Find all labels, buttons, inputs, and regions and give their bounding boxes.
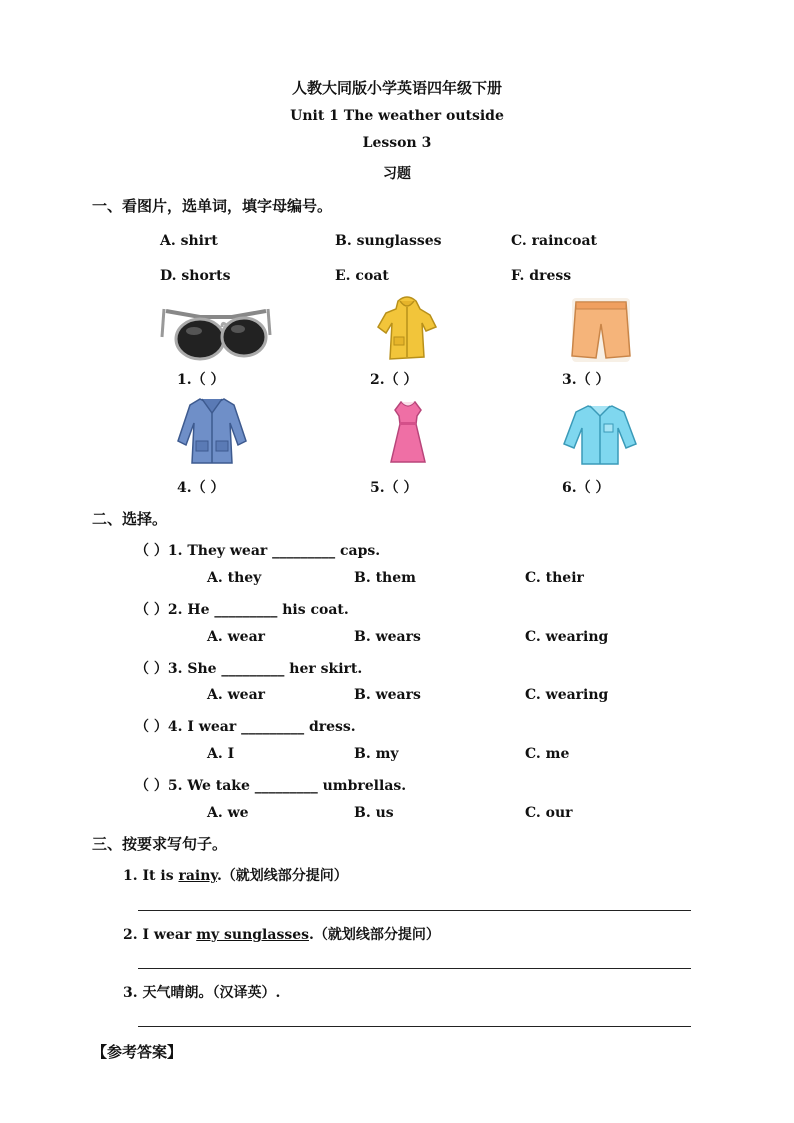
q4-option-a: A. I bbox=[207, 746, 235, 762]
raincoat-picture bbox=[376, 293, 438, 365]
q5-stem[interactable]: （ ）5. We take _________ umbrellas. bbox=[135, 778, 407, 794]
option-f: F. dress bbox=[511, 268, 572, 284]
option-b: B. sunglasses bbox=[335, 233, 442, 249]
q1-option-a: A. they bbox=[207, 570, 262, 586]
q1-stem[interactable]: （ ）1. They wear _________ caps. bbox=[135, 543, 381, 559]
answer-line-2[interactable] bbox=[138, 968, 691, 969]
q5-option-c: C. our bbox=[525, 805, 573, 821]
q5-option-b: B. us bbox=[354, 805, 394, 821]
answer-key-label: 【参考答案】 bbox=[92, 1043, 183, 1061]
q3-option-a: A. wear bbox=[207, 687, 266, 703]
rewrite-q2-suffix: .（就划线部分提问） bbox=[309, 927, 440, 943]
q4-stem[interactable]: （ ）4. I wear _________ dress. bbox=[135, 719, 356, 735]
rewrite-q1-suffix: .（就划线部分提问） bbox=[216, 868, 348, 884]
coat-picture bbox=[172, 395, 252, 467]
q2-option-a: A. wear bbox=[207, 629, 266, 645]
shirt-picture bbox=[562, 402, 638, 466]
item-3-blank[interactable]: 3.（ ） bbox=[562, 372, 610, 388]
rewrite-q2-prefix: 2. I wear bbox=[123, 927, 197, 943]
lesson-title: Lesson 3 bbox=[362, 135, 432, 151]
option-e: E. coat bbox=[335, 268, 389, 284]
rewrite-q2 bbox=[123, 924, 440, 944]
rewrite-q1-prefix: 1. It is bbox=[123, 868, 179, 884]
q1-option-c: C. their bbox=[525, 570, 584, 586]
q3-option-b: B. wears bbox=[354, 687, 421, 703]
answer-line-3[interactable] bbox=[138, 1026, 691, 1027]
unit-title: Unit 1 The weather outside bbox=[290, 108, 504, 124]
q5-option-a: A. we bbox=[207, 805, 249, 821]
rewrite-q1-underlined: rainy bbox=[178, 868, 217, 884]
rewrite-q1 bbox=[123, 865, 348, 885]
option-d: D. shorts bbox=[160, 268, 231, 284]
q2-stem[interactable]: （ ）2. He _________ his coat. bbox=[135, 602, 349, 618]
q3-option-c: C. wearing bbox=[525, 687, 609, 703]
shorts-picture bbox=[568, 296, 634, 364]
q4-option-b: B. my bbox=[354, 746, 399, 762]
section3-heading: 三、按要求写句子。 bbox=[92, 835, 228, 853]
rewrite-q3: 3. 天气晴朗。（汉译英）. bbox=[123, 985, 281, 1001]
option-a: A. shirt bbox=[160, 233, 218, 249]
answer-line-1[interactable] bbox=[138, 910, 691, 911]
q4-option-c: C. me bbox=[525, 746, 570, 762]
q2-option-b: B. wears bbox=[354, 629, 421, 645]
rewrite-q2-underlined: my sunglasses bbox=[196, 927, 309, 943]
sunglasses-picture bbox=[160, 297, 272, 365]
item-5-blank[interactable]: 5.（ ） bbox=[370, 480, 418, 496]
item-4-blank[interactable]: 4.（ ） bbox=[177, 480, 225, 496]
q1-option-b: B. them bbox=[354, 570, 416, 586]
q2-option-c: C. wearing bbox=[525, 629, 609, 645]
item-2-blank[interactable]: 2.（ ） bbox=[370, 372, 418, 388]
page-title: 人教大同版小学英语四年级下册 bbox=[291, 79, 502, 97]
item-6-blank[interactable]: 6.（ ） bbox=[562, 480, 610, 496]
exercise-label: 习题 bbox=[383, 166, 411, 182]
dress-picture bbox=[389, 400, 427, 466]
section1-heading: 一、看图片，选单词，填字母编号。 bbox=[92, 197, 333, 215]
section2-heading: 二、选择。 bbox=[92, 510, 168, 528]
item-1-blank[interactable]: 1.（ ） bbox=[177, 372, 225, 388]
option-c: C. raincoat bbox=[511, 233, 597, 249]
q3-stem[interactable]: （ ）3. She _________ her skirt. bbox=[135, 661, 363, 677]
